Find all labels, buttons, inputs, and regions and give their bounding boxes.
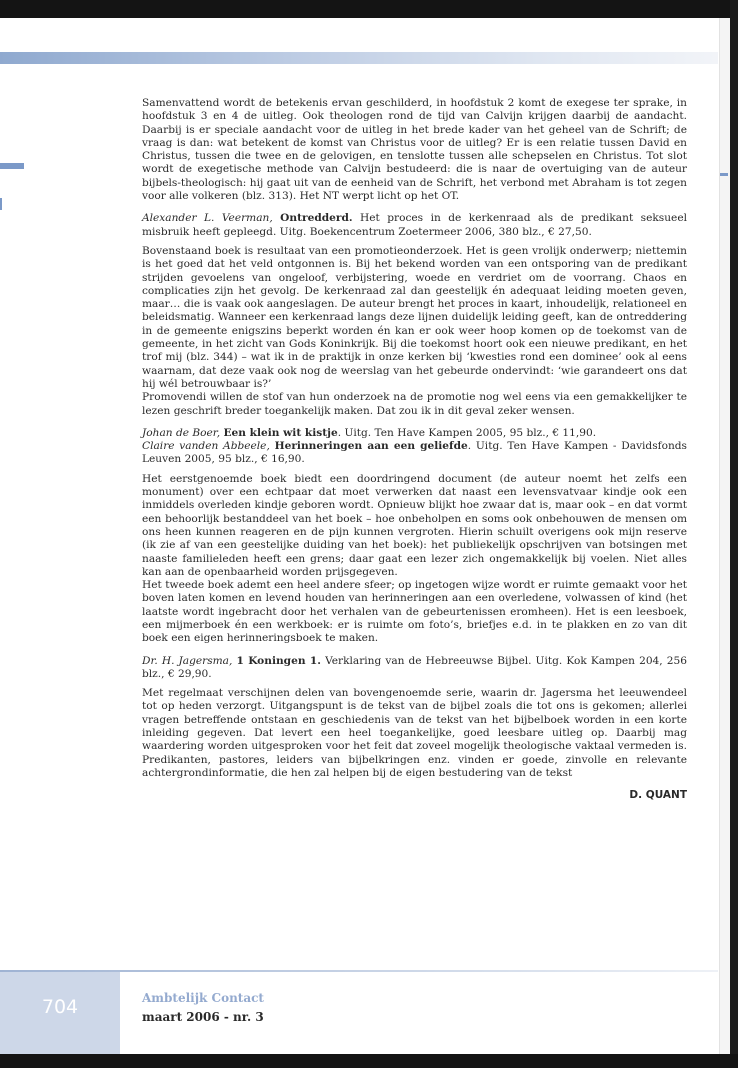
review2-heading (142, 427, 687, 440)
review2b-title: Herinneringen aan een geliefde (274, 440, 468, 453)
page-number: 704 (41, 996, 79, 1018)
review3-paragraph: Met regelmaat verschijnen delen van bovengenoemde serie, waarin dr. Jagersma het leeuwendeel tot op heden verzorgt. Uitgangspunt is de tekst van de bijbel zoals die tot ons is gekomen; allerlei vragen betreffende ontstaan en geschiedenis van de tekst van het bijbelboek worden in een korte inleiding gegeven. Dat levert een heel toegankelijke, goed leesbare uitleg op. Daarbij mag waardering worden uitgesproken voor het feit dat zoveel mogelijk theologische vaktaal vermeden is. Predikanten, pastores, leiders van bijbelkringen enz. vinden er goede, zinvolle en relevante achtergrondinformatie, die hen zal helpen bij de eigen bestudering van de tekst (142, 687, 687, 779)
scan-border-right (730, 0, 738, 1068)
review1-author: Alexander L. Veerman, (142, 212, 273, 225)
review2-title: Een klein wit kistje (223, 426, 338, 439)
header-color-band (0, 52, 718, 64)
author-signature: D. QUANT (629, 789, 687, 802)
margin-marker-right (720, 173, 728, 176)
journal-title: Ambtelijk Contact (142, 991, 264, 1005)
review1-publication: Het proces in de kerkenraad als de predikant seksueel misbruik heeft gepleegd. Uitg. Boekencentrum Zoetermeer 2006, 380 blz., € 27,50. (142, 212, 687, 238)
margin-marker-small (0, 198, 2, 210)
review1-title: Ontredderd. (280, 212, 353, 225)
review2b-publication: . Uitg. Ten Have Kampen - Davidsfonds Leuven 2005, 95 blz., € 16,90. (142, 440, 687, 466)
review2-publication: . Uitg. Ten Have Kampen 2005, 95 blz., € 11,90. (337, 426, 597, 439)
article-body (142, 97, 687, 801)
scan-border-top (0, 0, 738, 18)
margin-marker (0, 163, 24, 169)
review2b-author: Claire vanden Abbeele, (142, 440, 270, 453)
review2-paragraph: Het eerstgenoemde boek biedt een doordringend document (de auteur noemt het zelfs een monument) over een echtpaar dat moet verwerken dat naast een levensvatvaar kindje ook een inmiddels overleden kindje geboren wordt. Opnieuw blijkt hoe zwaar dat is, maar ook – en dat vormt een behoorlijk bestanddeel van het boek – hoe onbeholpen en soms ook onbehouwen de mensen om ons heen kunnen reageren en de pijn kunnen vergroten. Hierin schuilt overigens ook mijn reserve (ik zie af van een geestelijke duiding van het boek): het publiekelijk opschrijven van botsingen met naaste familieleden heeft een grens; daar gaat een lezer zich ongemakkelijk bij voelen. Niet alles kan aan de openbaarheid worden prijsgegeven. (142, 472, 687, 578)
issue-label: maart 2006 - nr. 3 (142, 1010, 264, 1024)
intro-paragraph: Samenvattend wordt de betekenis ervan geschilderd, in hoofdstuk 2 komt de exegese ter sprake, in hoofdstuk 3 en 4 de uitleg. Ook theologen rond de tijd van Calvijn krijgen daarbij de aandacht. Daarbij is er speciale aandacht voor de uitleg in het brede kader van het geheel van de Schrift; de vraag is dan: wat betekent de komst van Christus voor de uitleg? Er is een relatie tussen David en Christus, tussen die twee en de gelovigen, en tenslotte tussen alle schepselen en Christus. Tot slot wordt de exegetische methode van Calvijn bestudeerd: die is naar de overtuiging van de auteur bijbels-theologisch: hij gaat uit van de eenheid van de Schrift, het verbond met Abraham is tot zegen voor alle volkeren (blz. 313). Het NT werpt licht op het OT. (142, 97, 687, 203)
review2-paragraph-2: Het tweede boek ademt een heel andere sfeer; op ingetogen wijze wordt er ruimte gemaakt voor het boven laten komen en levend houden van herinneringen aan een overledene, volwassen of kind (het laatste wordt ingebracht door het verhalen van de gebeurtenissen eromheen). Het is een leesboek, een mijmerboek én een werkboek: er is ruimte om foto’s, briefjes e.d. in te plakken en zo van dit boek een eigen herinneringsboek te maken. (142, 579, 687, 645)
review1-heading (142, 212, 687, 239)
review3-publication: Verklaring van de Hebreeuwse Bijbel. Uitg. Kok Kampen 204, 256 blz., € 29,90. (142, 654, 687, 680)
review2-author: Johan de Boer, (142, 426, 221, 439)
review3-author: Dr. H. Jagersma, (142, 654, 233, 667)
review2b-heading (142, 440, 687, 467)
scan-border-bottom (0, 1054, 738, 1068)
review3-title: 1 Koningen 1. (236, 654, 321, 667)
review1-paragraph: Bovenstaand boek is resultaat van een promotieonderzoek. Het is geen vrolijk onderwerp; niettemin is het goed dat het veld ontgonnen is. Bij het bekend worden van een ontsporing van de predikant strijden gevoelens van ongeloof, verbijstering, woede en verdriet om de voorrang. Chaos en complicaties zijn het gevolg. De kerkenraad zal dan geestelijk én adequaat leiding moeten geven, maar… die is vaak ook aangeslagen. De auteur brengt het proces in kaart, inhoudelijk, relationeel en beleidsmatig. Wanneer een kerkenraad langs deze lijnen duidelijk leiding geeft, kan de ontreddering in de gemeente enigszins beperkt worden én kan er ook weer hoop komen op de toekomst van de gemeente, in het zicht van Gods Koninkrijk. Bij die toekomst hoort ook een nieuwe predikant, en het trof mij (blz. 344) – wat ik in de praktijk in onze kerken bij ‘kwesties rond een dominee’ ook al eens waarnam, dat deze vaak ook nog de weerslag van het gebeurde ondervindt: ‘wie garandeert ons dat hij wél betrouwbaar is?’ (142, 244, 687, 390)
review1-paragraph-2: Promovendi willen de stof van hun onderzoek na de promotie nog wel eens via een gemakkelijker te lezen geschrift breder toegankelijk maken. Dat zou ik in dit geval zeker wensen. (142, 391, 687, 417)
review3-heading (142, 655, 687, 682)
